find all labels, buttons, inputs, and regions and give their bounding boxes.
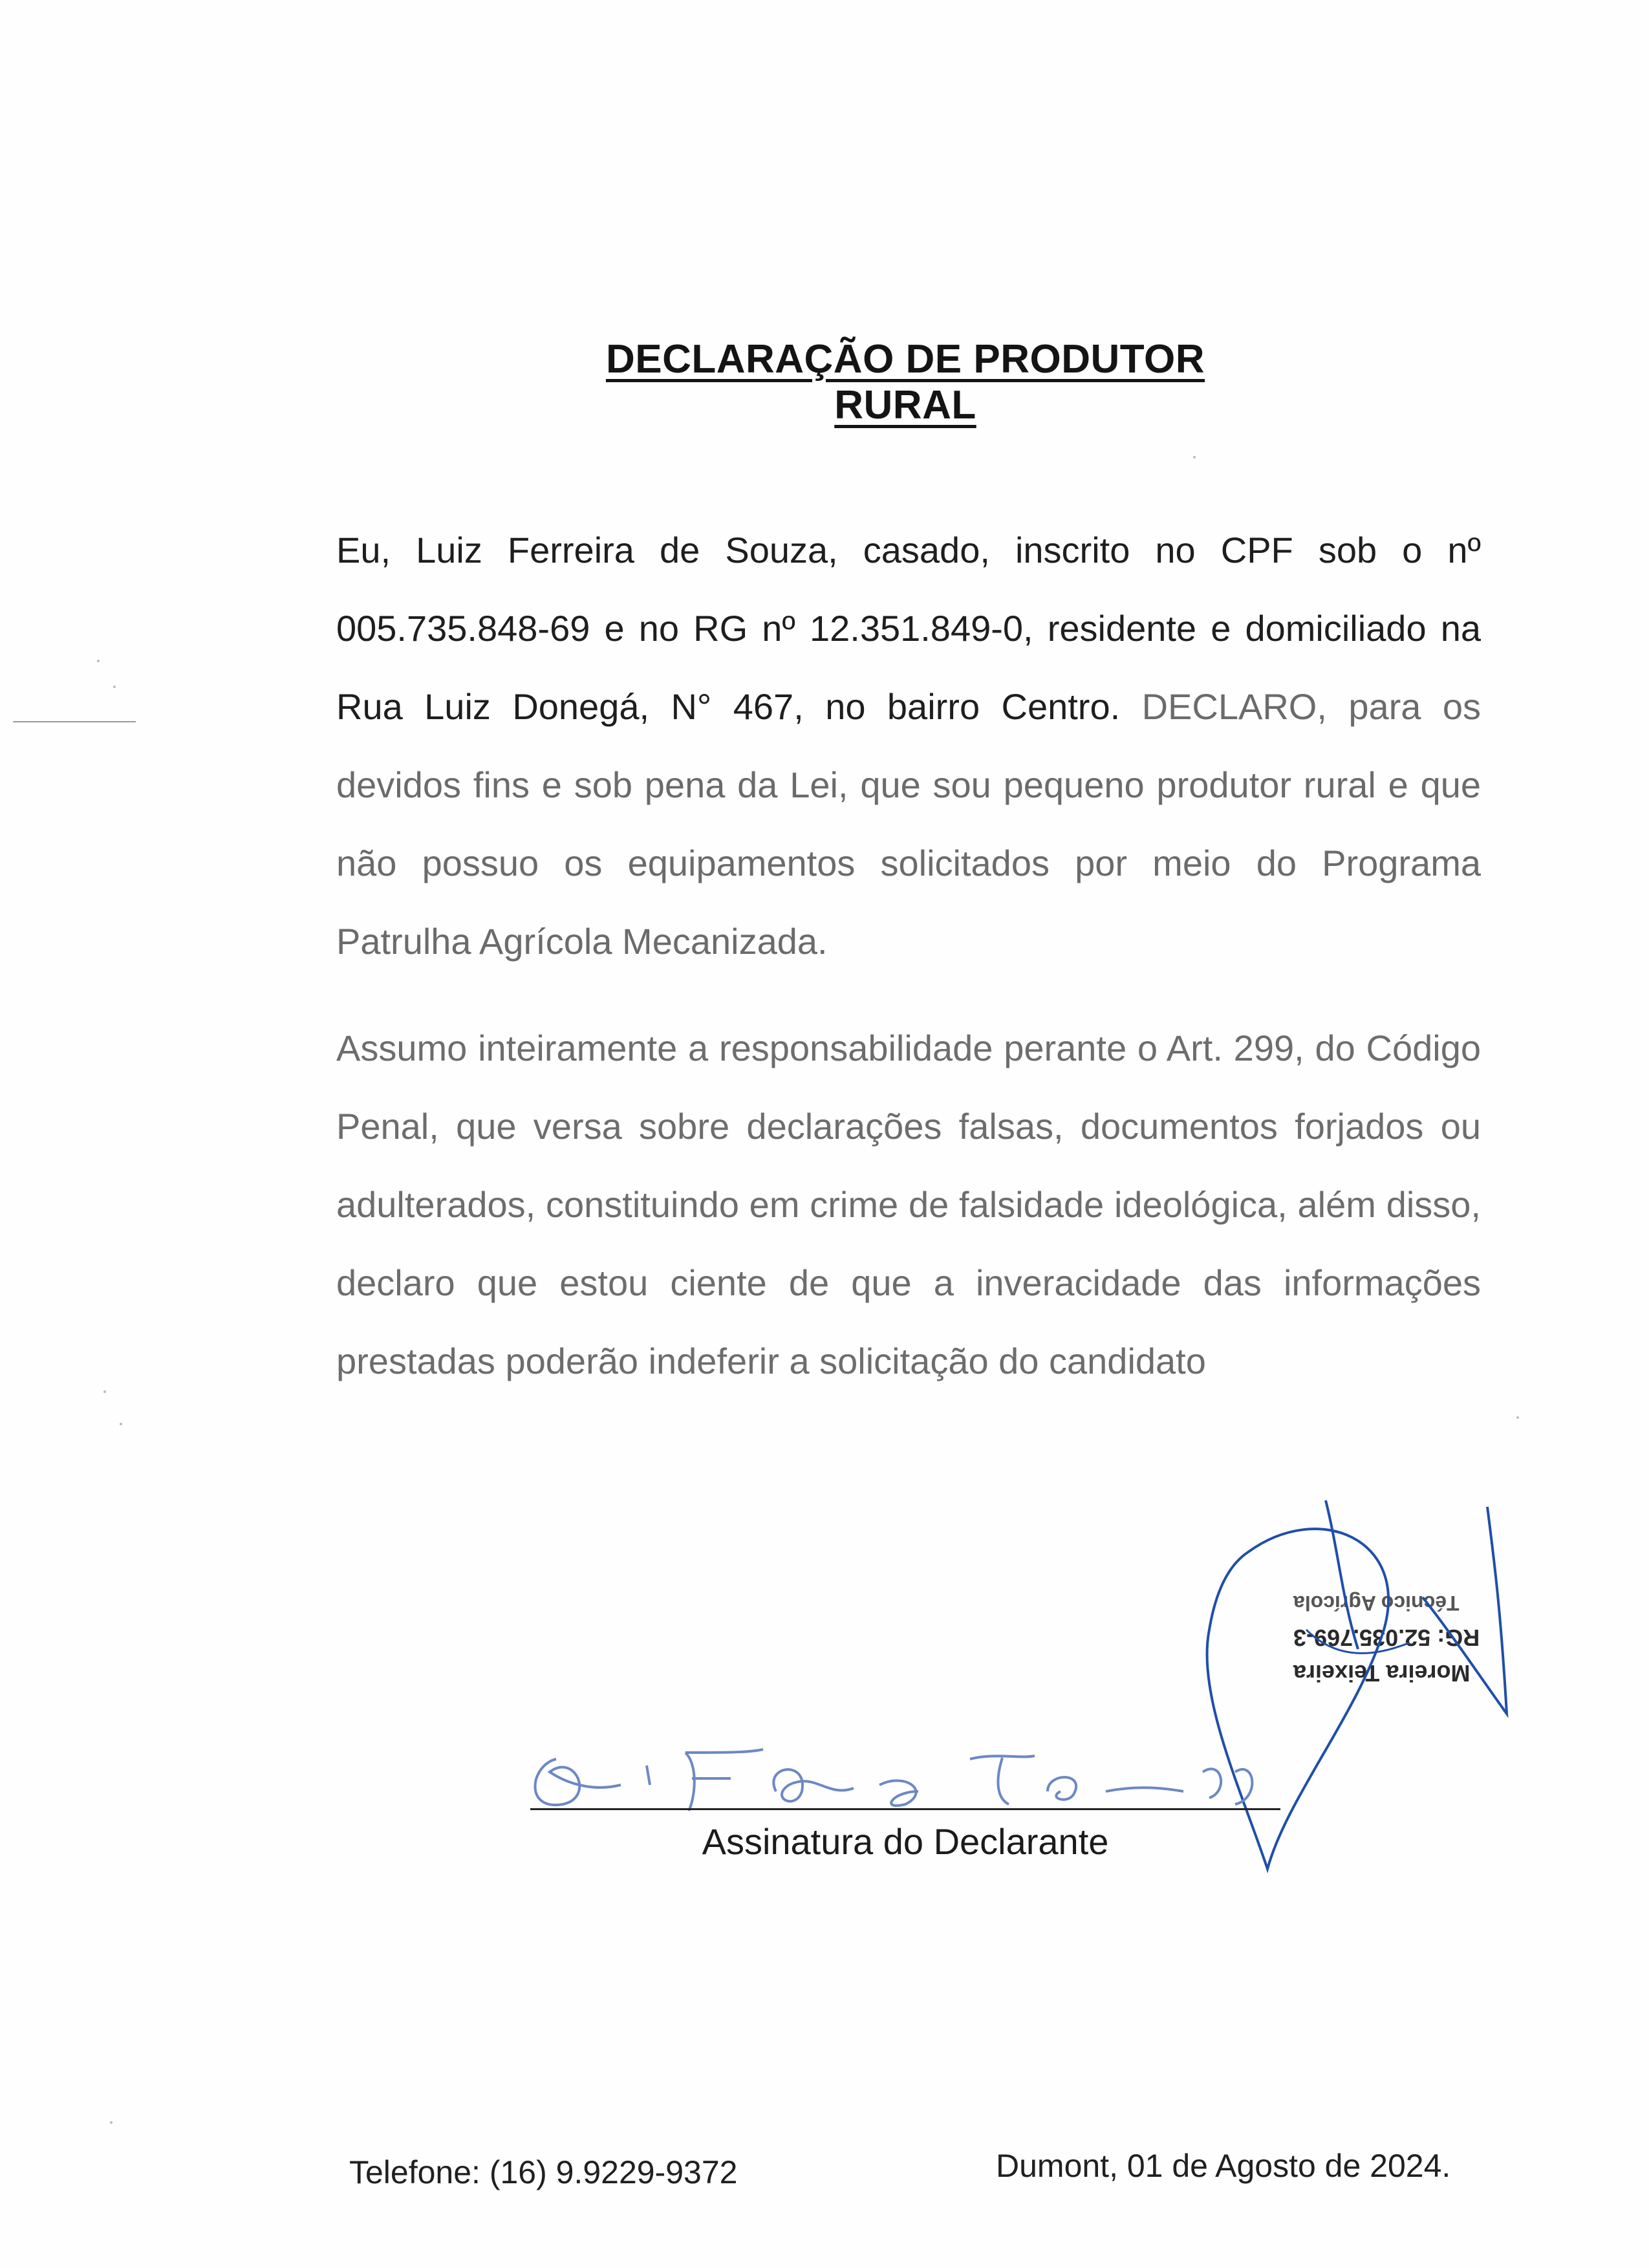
scan-speck — [113, 686, 116, 688]
technician-stamp-signature — [1190, 1500, 1552, 1901]
phone-number: Telefone: (16) 9.9229-9372 — [349, 2154, 738, 2190]
declaration-paragraph — [336, 511, 1481, 980]
scan-speck — [120, 1423, 122, 1425]
declaration-statement-text: DECLARO, para os devidos fins e sob pena da Lei, que sou pequeno produtor rural e que não possuo os equipamentos solicitados por meio do Programa Patrulha Agrícola Mecanizada. — [336, 686, 1481, 962]
stamp-line-2: RG: 52.035.769-3 — [1293, 1625, 1480, 1651]
scan-speck — [110, 2121, 113, 2124]
declarant-identification-text: Eu, Luiz Ferreira de Souza, casado, inscrito no CPF sob o nº 005.735.848-69 e no RG nº 12.351.849-0, residente e domiciliado na Rua Luiz Donegá, N° 467, no bairro Centro. — [336, 530, 1481, 727]
stamp-line-3: Técnico Agrícola — [1293, 1592, 1460, 1615]
responsibility-paragraph: Assumo inteiramente a responsabilidade perante o Art. 299, do Código Penal, que versa sobre declarações falsas, documentos forjados ou adulterados, constituindo em crime de falsidade ideológica, além disso, declaro que estou ciente de que a inveracidade das informações prestadas poderão indeferir a solicitação do candidato — [336, 1028, 1481, 1381]
scan-speck — [103, 1390, 106, 1393]
place-and-date: Dumont, 01 de Agosto de 2024. — [996, 2148, 1451, 2184]
declarant-signature — [517, 1714, 1261, 1830]
scan-edge-mark — [13, 721, 136, 722]
scan-speck — [97, 660, 100, 662]
signature-label: Assinatura do Declarante — [702, 1821, 1109, 1862]
scan-speck — [1516, 1416, 1519, 1419]
scan-speck — [1193, 456, 1196, 459]
document-title: DECLARAÇÃO DE PRODUTOR RURAL — [605, 337, 1205, 427]
signature-line — [530, 1808, 1280, 1810]
stamp-line-1: Moreira Teixeira — [1293, 1660, 1471, 1687]
